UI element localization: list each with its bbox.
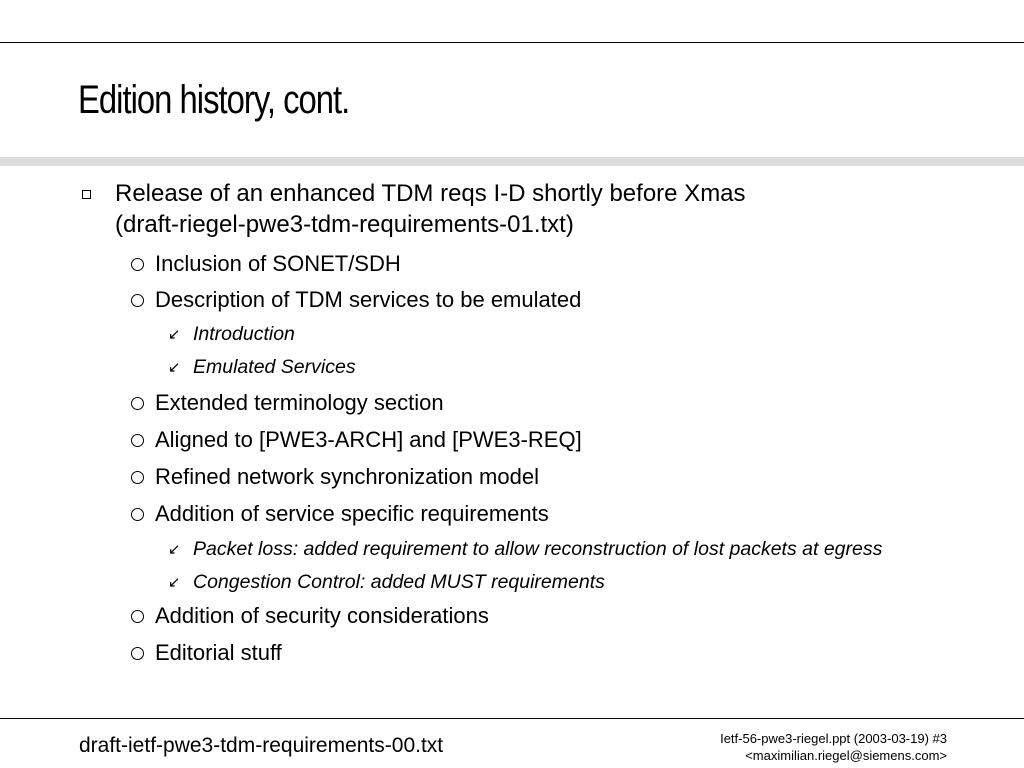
footer-draft-name: draft-ietf-pwe3-tdm-requirements-00.txt (79, 734, 444, 757)
circle-bullet-icon (131, 610, 144, 623)
arrow-down-left-icon: ↙ (168, 540, 181, 558)
circle-bullet-icon (131, 508, 144, 521)
slide-title: Edition history, cont. (78, 78, 350, 122)
main-bullet-line-2: (draft-riegel-pwe3-tdm-requirements-01.txt) (115, 211, 574, 238)
arrow-down-left-icon: ↙ (168, 358, 181, 376)
sub-bullet-service-requirements: Addition of service specific requirements (155, 501, 549, 526)
sub-bullet-synchronization: Refined network synchronization model (155, 464, 539, 489)
main-bullet-line-1: Release of an enhanced TDM reqs I-D shortly before Xmas (115, 180, 746, 207)
sub-bullet-terminology: Extended terminology section (155, 390, 444, 415)
sub-bullet-security: Addition of security considerations (155, 603, 489, 628)
arrow-down-left-icon: ↙ (168, 325, 181, 343)
circle-bullet-icon (131, 294, 144, 307)
sub-sub-bullet-emulated-services: Emulated Services (193, 356, 356, 378)
footer-info (720, 730, 947, 764)
top-rule (0, 42, 1024, 43)
circle-bullet-icon (131, 258, 144, 271)
bottom-rule (0, 718, 1024, 719)
sub-sub-bullet-packet-loss: Packet loss: added requirement to allow reconstruction of lost packets at egress (193, 538, 883, 560)
sub-bullet-sonet: Inclusion of SONET/SDH (155, 251, 401, 276)
sub-bullet-tdm-services: Description of TDM services to be emulated (155, 287, 582, 312)
sub-sub-bullet-congestion-control: Congestion Control: added MUST requirements (193, 571, 605, 593)
circle-bullet-icon (131, 647, 144, 660)
sub-bullet-editorial: Editorial stuff (155, 640, 282, 665)
footer-file-info: Ietf-56-pwe3-riegel.ppt (2003-03-19) #3 (720, 731, 947, 746)
circle-bullet-icon (131, 471, 144, 484)
square-bullet-icon (82, 190, 91, 199)
circle-bullet-icon (131, 434, 144, 447)
arrow-down-left-icon: ↙ (168, 573, 181, 591)
footer-email: <maximilian.riegel@siemens.com> (745, 748, 947, 763)
circle-bullet-icon (131, 397, 144, 410)
title-separator-band (0, 157, 1024, 166)
sub-sub-bullet-introduction: Introduction (193, 323, 295, 345)
sub-bullet-aligned: Aligned to [PWE3-ARCH] and [PWE3-REQ] (155, 427, 582, 452)
